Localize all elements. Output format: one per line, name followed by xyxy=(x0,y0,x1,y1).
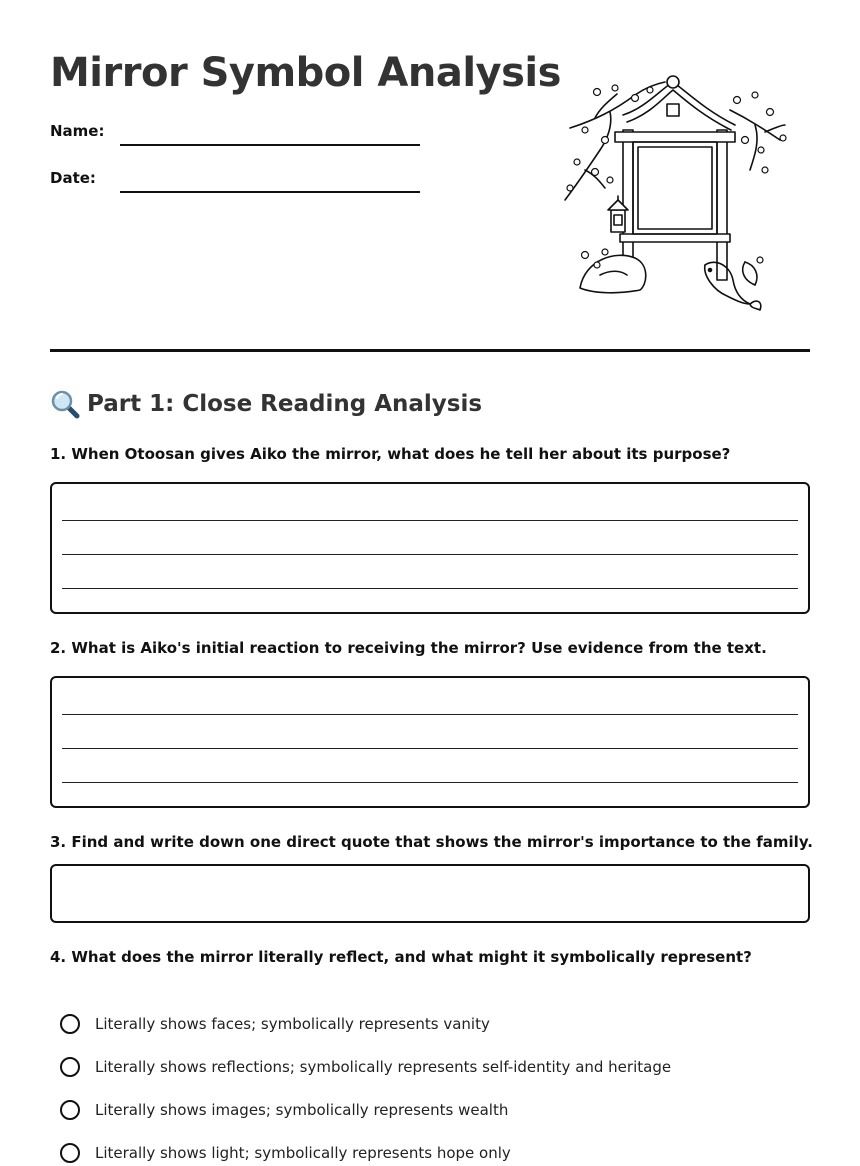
radio-button[interactable] xyxy=(60,1014,80,1034)
option-label: Literally shows light; symbolically represents hope only xyxy=(95,1144,511,1162)
answer-box-1[interactable] xyxy=(50,482,810,614)
answer-line xyxy=(62,520,798,521)
question-4: 4. What does the mirror literally reflect, and what might it symbolically represent? xyxy=(50,948,752,966)
answer-line xyxy=(62,714,798,715)
question-3: 3. Find and write down one direct quote that shows the mirror's importance to the family. xyxy=(50,833,813,851)
part1-heading xyxy=(50,388,482,420)
name-field xyxy=(50,116,420,146)
answer-box-2[interactable] xyxy=(50,676,810,808)
part1-title: Part 1: Close Reading Analysis xyxy=(87,391,483,417)
mirror-gate-illustration xyxy=(555,70,790,315)
date-write-line[interactable] xyxy=(120,191,420,193)
name-write-line[interactable] xyxy=(120,144,420,146)
worksheet-title: Mirror Symbol Analysis xyxy=(50,50,561,96)
answer-line xyxy=(62,782,798,783)
name-label: Name: xyxy=(50,122,105,140)
date-label: Date: xyxy=(50,169,96,187)
question-2: 2. What is Aiko's initial reaction to receiving the mirror? Use evidence from the text. xyxy=(50,639,767,657)
answer-box-3[interactable] xyxy=(50,864,810,923)
option-1[interactable] xyxy=(60,1011,490,1037)
answer-line xyxy=(62,588,798,589)
option-label: Literally shows faces; symbolically represents vanity xyxy=(95,1015,490,1033)
option-3[interactable] xyxy=(60,1097,508,1123)
option-2[interactable] xyxy=(60,1054,671,1080)
header-divider xyxy=(50,349,810,352)
answer-line xyxy=(62,748,798,749)
worksheet-page xyxy=(50,0,813,1162)
radio-button[interactable] xyxy=(60,1100,80,1120)
question-1: 1. When Otoosan gives Aiko the mirror, what does he tell her about its purpose? xyxy=(50,445,731,463)
radio-button[interactable] xyxy=(60,1057,80,1077)
date-field xyxy=(50,163,420,193)
magnifying-glass-icon xyxy=(50,389,80,419)
option-label: Literally shows reflections; symbolically represents self-identity and heritage xyxy=(95,1058,672,1076)
answer-line xyxy=(62,554,798,555)
option-label: Literally shows images; symbolically represents wealth xyxy=(95,1101,509,1119)
option-4[interactable] xyxy=(60,1140,511,1166)
radio-button[interactable] xyxy=(60,1143,80,1163)
